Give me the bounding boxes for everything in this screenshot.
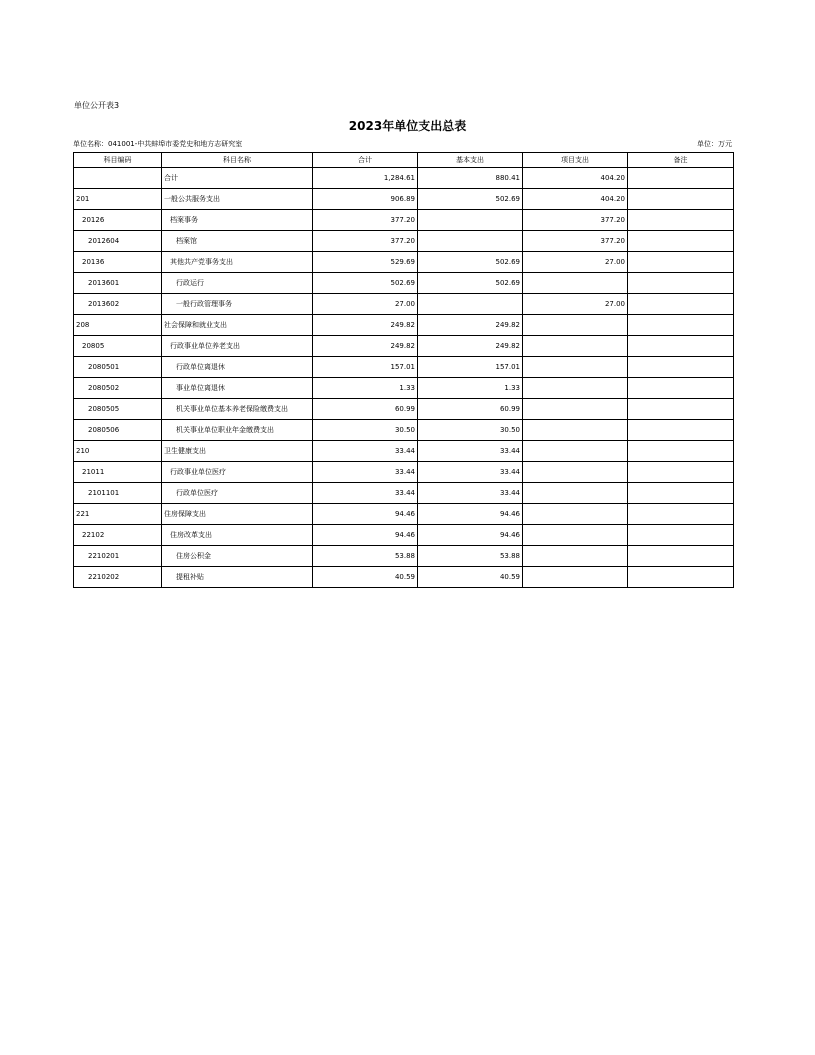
cell-name: 一般行政管理事务 — [162, 294, 313, 315]
cell-basic: 157.01 — [418, 357, 523, 378]
cell-total: 94.46 — [313, 525, 418, 546]
cell-basic: 880.41 — [418, 168, 523, 189]
cell-note — [628, 168, 734, 189]
cell-project — [523, 399, 628, 420]
table-row — [74, 336, 734, 357]
table-row — [74, 525, 734, 546]
cell-basic: 53.88 — [418, 546, 523, 567]
cell-basic: 30.50 — [418, 420, 523, 441]
table-row — [74, 294, 734, 315]
cell-total: 157.01 — [313, 357, 418, 378]
cell-project — [523, 483, 628, 504]
cell-total: 94.46 — [313, 504, 418, 525]
cell-project — [523, 441, 628, 462]
cell-project: 27.00 — [523, 294, 628, 315]
cell-basic: 1.33 — [418, 378, 523, 399]
cell-project — [523, 504, 628, 525]
table-body — [74, 168, 734, 588]
cell-basic: 60.99 — [418, 399, 523, 420]
cell-code: 2013601 — [74, 273, 162, 294]
cell-total: 30.50 — [313, 420, 418, 441]
cell-code: 2080505 — [74, 399, 162, 420]
table-row — [74, 546, 734, 567]
cell-project — [523, 315, 628, 336]
cell-note — [628, 252, 734, 273]
cell-code: 2080502 — [74, 378, 162, 399]
cell-total: 377.20 — [313, 231, 418, 252]
cell-code: 20126 — [74, 210, 162, 231]
cell-project — [523, 567, 628, 588]
cell-note — [628, 441, 734, 462]
cell-name: 行政事业单位养老支出 — [162, 336, 313, 357]
cell-note — [628, 504, 734, 525]
cell-code: 201 — [74, 189, 162, 210]
cell-total: 33.44 — [313, 462, 418, 483]
cell-project — [523, 336, 628, 357]
table-row — [74, 168, 734, 189]
table-row — [74, 315, 734, 336]
column-header-note: 备注 — [628, 153, 734, 168]
column-header-name: 科目名称 — [162, 153, 313, 168]
cell-code: 221 — [74, 504, 162, 525]
column-header-code: 科目编码 — [74, 153, 162, 168]
cell-name: 合计 — [162, 168, 313, 189]
cell-project — [523, 525, 628, 546]
cell-project — [523, 420, 628, 441]
table-row — [74, 462, 734, 483]
cell-note — [628, 483, 734, 504]
cell-note — [628, 336, 734, 357]
cell-basic — [418, 210, 523, 231]
cell-note — [628, 420, 734, 441]
currency-unit-label: 单位：万元 — [697, 140, 732, 148]
cell-code: 2080501 — [74, 357, 162, 378]
cell-code: 208 — [74, 315, 162, 336]
cell-basic: 33.44 — [418, 462, 523, 483]
table-row — [74, 420, 734, 441]
cell-name: 一般公共服务支出 — [162, 189, 313, 210]
unit-name-label: 单位名称：041001-中共蚌埠市委党史和地方志研究室 — [73, 140, 243, 148]
cell-project: 404.20 — [523, 189, 628, 210]
cell-code: 2013602 — [74, 294, 162, 315]
cell-code: 210 — [74, 441, 162, 462]
column-header-project: 项目支出 — [523, 153, 628, 168]
cell-note — [628, 273, 734, 294]
cell-note — [628, 357, 734, 378]
cell-project: 377.20 — [523, 210, 628, 231]
cell-total: 1.33 — [313, 378, 418, 399]
cell-basic: 502.69 — [418, 273, 523, 294]
table-row — [74, 504, 734, 525]
cell-name: 行政事业单位医疗 — [162, 462, 313, 483]
cell-basic: 94.46 — [418, 525, 523, 546]
table-row — [74, 567, 734, 588]
cell-project — [523, 378, 628, 399]
cell-total: 33.44 — [313, 483, 418, 504]
cell-total: 529.69 — [313, 252, 418, 273]
cell-total: 249.82 — [313, 336, 418, 357]
cell-name: 档案馆 — [162, 231, 313, 252]
cell-total: 40.59 — [313, 567, 418, 588]
cell-name: 社会保障和就业支出 — [162, 315, 313, 336]
cell-note — [628, 315, 734, 336]
table-row — [74, 441, 734, 462]
cell-name: 住房保障支出 — [162, 504, 313, 525]
table-row — [74, 378, 734, 399]
cell-total: 906.89 — [313, 189, 418, 210]
cell-total: 502.69 — [313, 273, 418, 294]
cell-name: 机关事业单位基本养老保险缴费支出 — [162, 399, 313, 420]
cell-basic: 502.69 — [418, 252, 523, 273]
cell-total: 1,284.61 — [313, 168, 418, 189]
cell-name: 卫生健康支出 — [162, 441, 313, 462]
table-row — [74, 252, 734, 273]
cell-code: 20805 — [74, 336, 162, 357]
table-row — [74, 210, 734, 231]
cell-note — [628, 189, 734, 210]
cell-note — [628, 462, 734, 483]
cell-project: 404.20 — [523, 168, 628, 189]
cell-name: 行政单位医疗 — [162, 483, 313, 504]
cell-basic — [418, 294, 523, 315]
cell-name: 住房改革支出 — [162, 525, 313, 546]
cell-code: 2080506 — [74, 420, 162, 441]
cell-basic — [418, 231, 523, 252]
table-row — [74, 399, 734, 420]
column-header-total: 合计 — [313, 153, 418, 168]
cell-code: 22102 — [74, 525, 162, 546]
cell-basic: 40.59 — [418, 567, 523, 588]
cell-code: 2210201 — [74, 546, 162, 567]
cell-name: 机关事业单位职业年金缴费支出 — [162, 420, 313, 441]
cell-code: 21011 — [74, 462, 162, 483]
table-row — [74, 357, 734, 378]
cell-code: 2101101 — [74, 483, 162, 504]
table-row — [74, 231, 734, 252]
cell-basic: 33.44 — [418, 441, 523, 462]
cell-project — [523, 462, 628, 483]
cell-code: 2012604 — [74, 231, 162, 252]
cell-basic: 94.46 — [418, 504, 523, 525]
cell-name: 其他共产党事务支出 — [162, 252, 313, 273]
cell-note — [628, 294, 734, 315]
cell-code: 2210202 — [74, 567, 162, 588]
page-title: 2023年单位支出总表 — [348, 119, 467, 133]
cell-total: 60.99 — [313, 399, 418, 420]
table-row — [74, 273, 734, 294]
cell-note — [628, 231, 734, 252]
table-row — [74, 189, 734, 210]
cell-note — [628, 210, 734, 231]
column-header-basic: 基本支出 — [418, 153, 523, 168]
cell-basic: 249.82 — [418, 315, 523, 336]
cell-project: 377.20 — [523, 231, 628, 252]
cell-note — [628, 567, 734, 588]
cell-note — [628, 378, 734, 399]
cell-project: 27.00 — [523, 252, 628, 273]
cell-project — [523, 546, 628, 567]
expenditure-table — [73, 152, 734, 588]
cell-note — [628, 399, 734, 420]
cell-basic: 502.69 — [418, 189, 523, 210]
cell-code: 20136 — [74, 252, 162, 273]
cell-basic: 249.82 — [418, 336, 523, 357]
cell-note — [628, 546, 734, 567]
table-header-row — [74, 153, 734, 168]
cell-project — [523, 273, 628, 294]
table-row — [74, 483, 734, 504]
cell-total: 249.82 — [313, 315, 418, 336]
cell-name: 提租补贴 — [162, 567, 313, 588]
cell-name: 住房公积金 — [162, 546, 313, 567]
cell-total: 377.20 — [313, 210, 418, 231]
cell-name: 事业单位离退休 — [162, 378, 313, 399]
cell-total: 33.44 — [313, 441, 418, 462]
cell-note — [628, 525, 734, 546]
cell-name: 行政运行 — [162, 273, 313, 294]
cell-name: 行政单位离退休 — [162, 357, 313, 378]
cell-code — [74, 168, 162, 189]
cell-basic: 33.44 — [418, 483, 523, 504]
form-number-label: 单位公开表3 — [74, 101, 120, 110]
cell-project — [523, 357, 628, 378]
cell-name: 档案事务 — [162, 210, 313, 231]
cell-total: 53.88 — [313, 546, 418, 567]
cell-total: 27.00 — [313, 294, 418, 315]
